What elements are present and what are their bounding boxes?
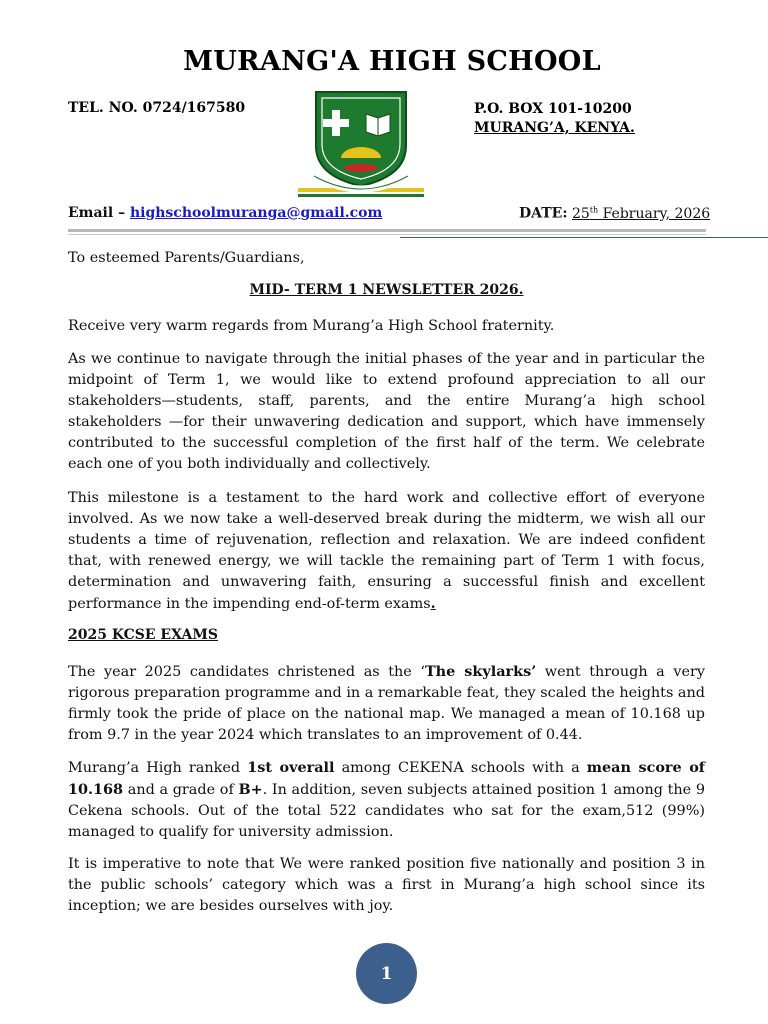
milestone-end: . xyxy=(430,595,436,612)
page-number-badge xyxy=(356,943,417,1004)
paragraph-national: It is imperative to note that We were ranked position five nationally and position 3 in the public schools’ category which was a first in Murang’a high school since its inception; we are besides ourselves with joy. xyxy=(68,856,705,914)
ranking-grade: B+ xyxy=(238,781,263,798)
page-number: 1 xyxy=(380,963,393,984)
date-day: 25 xyxy=(571,205,590,222)
postal-address xyxy=(474,100,635,138)
date-rest: February, 2026 xyxy=(598,205,711,222)
school-name: MURANG'A HIGH SCHOOL xyxy=(183,46,601,77)
kcse-heading: 2025 KCSE EXAMS xyxy=(68,627,218,643)
ranking-e: and a grade of xyxy=(123,782,239,798)
date-suffix: th xyxy=(589,205,599,214)
ranking-g: . In addition, seven subjects attained position 1 among the 9 Cekena schools. Out of the total 522 candidates who sat for the exam,512 (99%) managed to qualify for university admission. xyxy=(68,782,705,840)
blue-rule xyxy=(400,237,768,238)
date-line xyxy=(519,205,710,222)
telephone: TEL. NO. 0724/167580 xyxy=(68,100,246,116)
milestone-text: This milestone is a testament to the hard work and collective effort of everyone involved. As we now take a well-deserved break during the midterm, we wish all our students a time of rejuvenation, reflection and relaxation. We are indeed confident that, with renewed energy, we will tackle the remaining part of Term 1 with focus, determination and unwavering faith, ensuring a successful finish and excellent performance in the impending end-of-term exams xyxy=(68,490,705,612)
ranking-a: Murang’a High ranked xyxy=(68,760,248,776)
skylarks-text-a: The year 2025 candidates christened as the ‘ xyxy=(68,664,425,680)
salutation: To esteemed Parents/Guardians, xyxy=(68,250,305,266)
paragraph-ranking xyxy=(68,757,705,843)
ranking-mean: mean score of 10.168 xyxy=(68,759,705,798)
city: MURANG’A, KENYA. xyxy=(474,120,635,136)
date-value xyxy=(572,206,710,222)
school-crest-logo xyxy=(294,84,428,202)
email-label: Email – xyxy=(68,205,130,221)
skylarks-name: The skylarks’ xyxy=(424,663,537,680)
po-box: P.O. BOX 101-10200 xyxy=(474,101,632,117)
newsletter-title: MID- TERM 1 NEWSLETTER 2026. xyxy=(249,282,524,298)
date-label: DATE: xyxy=(519,205,568,222)
paragraph-milestone xyxy=(68,488,705,615)
email-line xyxy=(68,205,382,221)
header-divider xyxy=(68,229,706,232)
paragraph-greeting: Receive very warm regards from Murang’a High School fraternity. xyxy=(68,318,555,334)
paragraph-skylarks xyxy=(68,661,705,746)
skylarks-text-c: went through a very rigorous preparation programme and in a remarkable feat, they scaled the heights and firmly took the pride of place on the national map. We managed a mean of 10.168 up from 9.7 in the year 2024 which translates to an improvement of 0.44. xyxy=(68,664,705,743)
ranking-overall: 1st overall xyxy=(247,759,335,776)
email-link[interactable]: highschoolmuranga@gmail.com xyxy=(129,205,383,221)
paragraph-appreciation: As we continue to navigate through the initial phases of the year and in particular the midpoint of Term 1, we would like to extend profound appreciation to all our stakeholders—students, staff, parents, and the entire Murang’a high school stakeholders —for their unwavering dedication and support, which have immensely contributed to the successful completion of the first half of the term. We celebrate each one of you both individually and collectively. xyxy=(68,351,705,472)
ranking-c: among CEKENA schools with a xyxy=(334,760,587,776)
header-divider-thin xyxy=(68,234,706,235)
